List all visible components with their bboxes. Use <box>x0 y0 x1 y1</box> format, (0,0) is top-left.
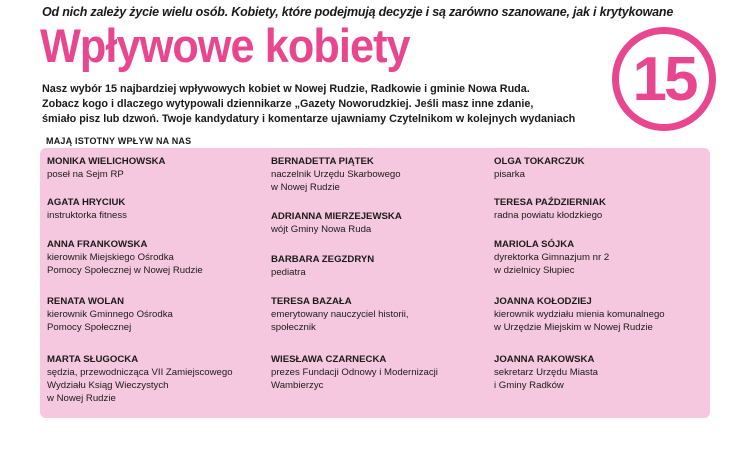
person-name: ADRIANNA MIERZEJEWSKA <box>271 211 402 222</box>
person-name: MONIKA WIELICHOWSKA <box>47 156 166 167</box>
person-role: wójt Gminy Nowa Ruda <box>271 224 372 235</box>
person-name: MARIOLA SÓJKA <box>494 239 575 250</box>
list-item <box>494 295 665 334</box>
list-item <box>271 253 374 279</box>
list-item <box>494 155 585 181</box>
list-item <box>47 238 203 277</box>
person-name: JOANNA RAKOWSKA <box>494 354 595 365</box>
page-title: Wpływowe kobiety <box>40 19 410 72</box>
person-role: sekretarz Urzędu Miasta i Gminy Radków <box>494 367 598 391</box>
person-name: TERESA PAŹDZIERNIAK <box>494 197 606 208</box>
list-item <box>494 196 606 222</box>
section-label: MAJĄ ISTOTNY WPŁYW NA NAS <box>46 136 192 146</box>
list-item <box>494 353 598 392</box>
list-item <box>494 238 609 277</box>
person-role: poseł na Sejm RP <box>47 169 124 180</box>
intro-paragraph <box>42 82 602 127</box>
person-name: ANNA FRANKOWSKA <box>47 239 148 250</box>
person-name: TERESA BAZAŁA <box>271 296 352 307</box>
list-item <box>271 155 401 194</box>
person-role: pediatra <box>271 267 306 278</box>
person-role: kierownik Gminnego Ośrodka Pomocy Społecznej <box>47 309 173 333</box>
list-item <box>47 155 166 181</box>
person-role: kierownik Miejskiego Ośrodka Pomocy Społecznej w Nowej Rudzie <box>47 252 203 276</box>
person-role: emerytowany nauczyciel historii, społecznik <box>271 309 409 333</box>
person-role: radna powiatu kłodzkiego <box>494 210 603 221</box>
person-name: RENATA WOLAN <box>47 296 125 307</box>
person-name: BARBARA ZEGZDRYN <box>271 254 375 265</box>
intro-line: Nasz wybór 15 najbardziej wpływowych kobiet w Nowej Rudzie, Radkowie i gminie Nowa Ruda. <box>42 83 530 95</box>
person-role: pisarka <box>494 169 525 180</box>
list-item <box>271 353 438 392</box>
list-item <box>47 353 233 405</box>
person-role: prezes Fundacji Odnowy i Modernizacji Wambierzyc <box>271 367 438 391</box>
person-role: instruktorka fitness <box>47 210 127 221</box>
tagline: Od nich zależy życie wielu osób. Kobiety, które podejmują decyzje i są zarówno szanowane, jak i krytykowane <box>42 5 674 19</box>
list-item <box>47 196 127 222</box>
list-item <box>271 210 402 236</box>
person-name: MARTA SŁUGOCKA <box>47 354 139 365</box>
person-role: naczelnik Urzędu Skarbowego w Nowej Rudzie <box>271 169 401 193</box>
person-name: WIESŁAWA CZARNECKA <box>271 354 387 365</box>
person-name: OLGA TOKARCZUK <box>494 156 585 167</box>
intro-line: Zobacz kogo i dlaczego wytypowali dziennikarze „Gazety Noworudzkiej. Jeśli masz inne zdanie, <box>42 98 534 110</box>
count-badge: 15 <box>612 27 716 131</box>
person-role: kierownik wydziału mienia komunalnego w Urzędzie Miejskim w Nowej Rudzie <box>494 309 665 333</box>
person-name: BERNADETTA PIĄTEK <box>271 156 374 167</box>
person-name: JOANNA KOŁODZIEJ <box>494 296 592 307</box>
person-name: AGATA HRYCIUK <box>47 197 126 208</box>
person-role: dyrektorka Gimnazjum nr 2 w dzielnicy Słupiec <box>494 252 610 276</box>
list-item <box>271 295 409 334</box>
list-item <box>47 295 173 334</box>
person-role: sędzia, przewodnicząca VII Zamiejscowego Wydziału Ksiąg Wieczystych w Nowej Rudzie <box>47 367 233 404</box>
intro-line: śmiało pisz lub dzwoń. Twoje kandydatury i komentarze ujawniamy Czytelnikom w kolejnych wydaniach <box>42 113 576 125</box>
